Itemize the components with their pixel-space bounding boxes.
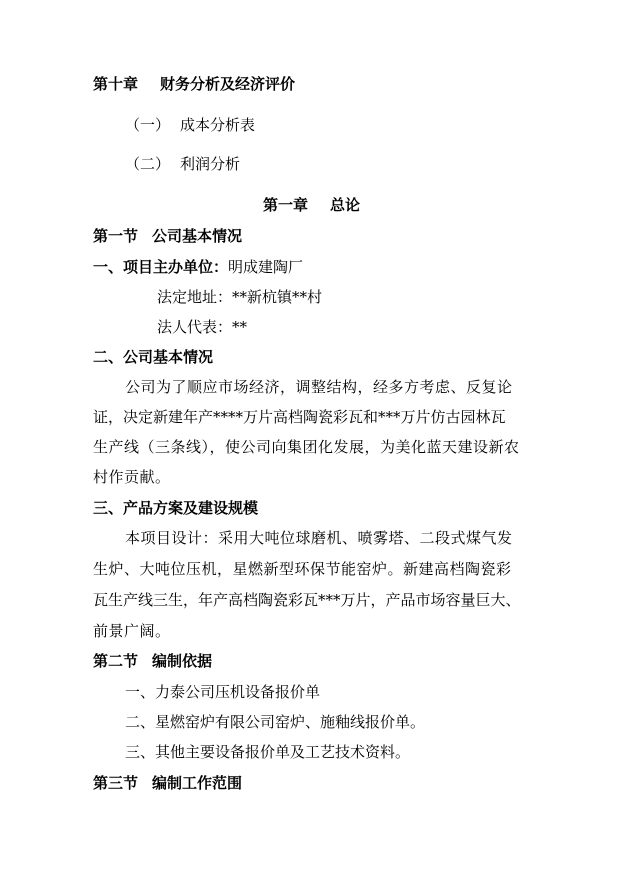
section-3-label: 第三节 [93, 774, 139, 792]
product-paragraph-line-4: 前景广阔。 [93, 622, 171, 640]
company-basic-heading: 二、公司基本情况 [93, 348, 214, 366]
section-3-heading [93, 773, 242, 793]
chapter-1-title: 总论 [330, 196, 361, 214]
basic-paragraph-line-2: 证，决定新建年产****万片高档陶瓷彩瓦和***万片仿古园林瓦 [93, 408, 506, 426]
toc-item-cost-analysis [125, 115, 255, 135]
toc-item-1-num: （一） [125, 116, 171, 134]
legal-address: 法定地址：**新杭镇**村 [157, 288, 323, 306]
product-paragraph-line-3: 瓦生产线三生，年产高档陶瓷彩瓦***万片，产品市场容量巨大、 [93, 591, 521, 609]
toc-item-profit-analysis [125, 154, 240, 174]
project-sponsor-name: 明成建陶厂 [228, 258, 304, 276]
toc-item-2-text: 利润分析 [180, 155, 241, 173]
project-sponsor-heading: 一、项目主办单位： [93, 258, 229, 276]
basis-item-3: 三、其他主要设备报价单及工艺技术资料。 [125, 743, 411, 761]
chapter-1-heading [263, 195, 360, 215]
basic-paragraph-line-4: 村作贡献。 [93, 468, 171, 486]
toc-chapter-10 [93, 74, 295, 94]
chapter-1-label: 第一章 [263, 196, 309, 214]
basic-paragraph-line-1: 公司为了顺应市场经济，调整结构，经多方考虑、反复论 [125, 378, 513, 396]
project-sponsor-line [93, 257, 303, 277]
section-2-title: 编制依据 [152, 652, 213, 670]
product-plan-heading: 三、产品方案及建设规模 [93, 499, 259, 517]
section-1-label: 第一节 [93, 227, 139, 245]
toc-chapter-10-title: 财务分析及经济评价 [160, 75, 296, 93]
basic-paragraph-line-3: 生产线（三条线），使公司向集团化发展，为美化蓝天建设新农 [93, 438, 520, 456]
section-2-label: 第二节 [93, 652, 139, 670]
section-2-heading [93, 651, 212, 671]
product-paragraph-line-2: 生炉、大吨位压机，星燃新型环保节能窑炉。新建高档陶瓷彩 [93, 560, 512, 578]
section-1-heading [93, 226, 242, 246]
legal-representative: 法人代表：** [157, 318, 248, 336]
product-paragraph-line-1: 本项目设计：采用大吨位球磨机、喷雾塔、二段式煤气发 [125, 529, 513, 547]
toc-chapter-10-label: 第十章 [93, 75, 139, 93]
toc-item-2-num: （二） [125, 155, 171, 173]
basis-item-2: 二、星燃窑炉有限公司窑炉、施釉线报价单。 [125, 713, 426, 731]
basis-item-1: 一、力泰公司压机设备报价单 [125, 683, 321, 701]
section-1-title: 公司基本情况 [152, 227, 243, 245]
section-3-title: 编制工作范围 [152, 774, 243, 792]
toc-item-1-text: 成本分析表 [180, 116, 256, 134]
